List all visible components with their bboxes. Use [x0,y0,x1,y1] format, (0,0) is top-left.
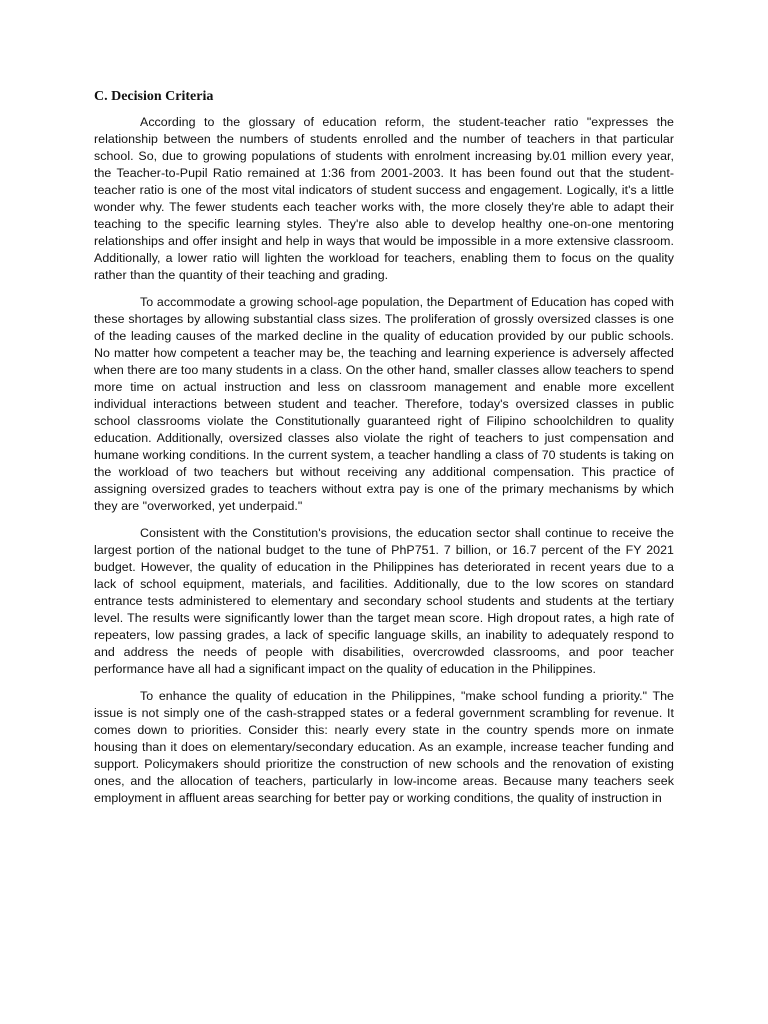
paragraph-funding-priority: To enhance the quality of education in the Philippines, "make school funding a priority." The issue is not simply one of the cash-strapped states or a federal government scrambling for revenue. It comes down to priorities. Consider this: nearly every state in the country spends more on inmate housing than it does on elementary/secondary education. As an example, increase teacher funding and support. Policymakers should prioritize the construction of new schools and the renovation of existing ones, and the allocation of teachers, particularly in low-income areas. Because many teachers seek employment in affluent areas searching for better pay or working conditions, the quality of instruction in [94,689,674,805]
paragraph-student-teacher-ratio: According to the glossary of education reform, the student-teacher ratio "expresses the relationship between the numbers of students enrolled and the number of teachers in that particular school. So, due to growing populations of students with enrolment increasing by.01 million every year, the Teacher-to-Pupil Ratio remained at 1:36 from 2001-2003. It has been found out that the student-teacher ratio is one of the most vital indicators of student success and engagement. Logically, it's a little wonder why. The fewer students each teacher works with, the more closely they're able to adapt their teaching to the specific learning styles. They're also able to develop healthy one-on-one mentoring relationships and offer insight and help in ways that would be impossible in a more extensive classroom. Additionally, a lower ratio will lighten the workload for teachers, enabling them to focus on the quality rather than the quantity of their teaching and grading. [94,115,674,282]
paragraph-budget: Consistent with the Constitution's provisions, the education sector shall continue to receive the largest portion of the national budget to the tune of PhP751. 7 billion, or 16.7 percent of the FY 2021 budget. However, the quality of education in the Philippines has deteriorated in recent years due to a lack of school equipment, materials, and facilities. Additionally, due to the low scores on standard entrance tests administered to elementary and secondary school students and students at the tertiary level. The results were significantly lower than the target mean score. High dropout rates, a high rate of repeaters, low passing grades, a lack of specific language skills, an inability to adequately respond to and address the needs of people with disabilities, overcrowded classrooms, and poor teacher performance have all had a significant impact on the quality of education in the Philippines. [94,526,674,676]
document-page [94,88,674,817]
section-heading: C. Decision Criteria [94,89,214,104]
paragraph-class-size: To accommodate a growing school-age population, the Department of Education has coped with these shortages by allowing substantial class sizes. The proliferation of grossly oversized classes is one of the leading causes of the marked decline in the quality of education provided by our public schools. No matter how competent a teacher may be, the teaching and learning experience is adversely affected when there are too many students in a class. On the other hand, smaller classes allow teachers to spend more time on actual instruction and less on classroom management and enable more excellent individual interactions between student and teacher. Therefore, today's oversized classes in public school classrooms violate the Constitutionally guaranteed right of Filipino schoolchildren to quality education. Additionally, oversized classes also violate the right of teachers to just compensation and humane working conditions. In the current system, a teacher handling a class of 70 students is taking on the workload of two teachers but without receiving any additional compensation. This practice of assigning oversized grades to teachers without extra pay is one of the primary mechanisms by which they are "overworked, yet underpaid." [94,295,674,513]
